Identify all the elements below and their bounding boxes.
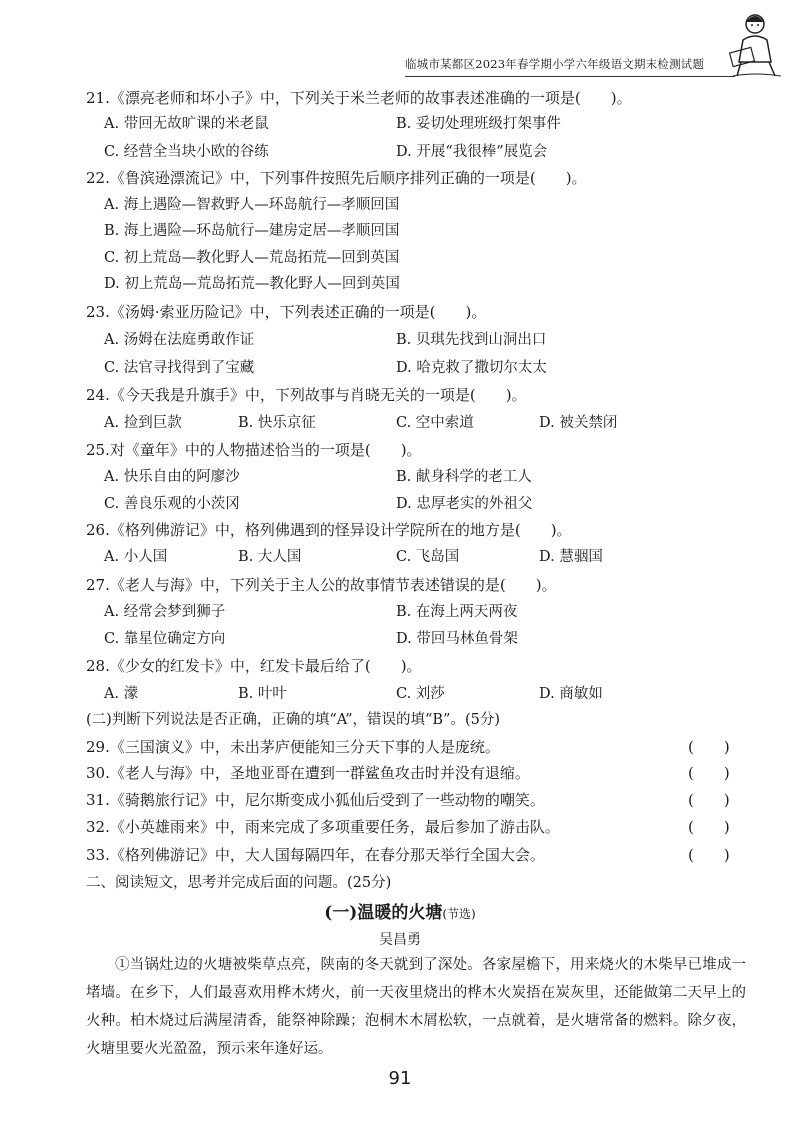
q24-option-b: B. 快乐京征	[238, 415, 316, 431]
judge-item-32: 32.《小英雄雨来》中，雨来完成了多项重要任务，最后参加了游击队。	[86, 818, 560, 836]
passage-title-text: (一)温暖的火塘	[324, 903, 443, 923]
q25-option-a: A. 快乐自由的阿廖沙	[104, 469, 240, 485]
q22-option-c: C. 初上荒岛—教化野人—荒岛拓荒—回到英国	[104, 250, 400, 266]
q25-option-c: C. 善良乐观的小茨冈	[104, 496, 240, 512]
q24-option-a: A. 捡到巨款	[104, 415, 182, 431]
q28-option-c: C. 刘莎	[396, 686, 445, 702]
question-21: 21.《漂亮老师和坏小子》中，下列关于米兰老师的故事表述准确的一项是( )。	[86, 89, 632, 107]
q27-option-c: C. 靠星位确定方向	[104, 631, 226, 647]
reading-section-heading: 二、阅读短文，思考并完成后面的问题。(25分)	[86, 875, 392, 891]
q26-option-a: A. 小人国	[104, 549, 168, 565]
q21-option-c: C. 经营全当块小欧的谷练	[104, 144, 269, 160]
judge-item-33: 33.《格列佛游记》中，大人国每隔四年，在春分那天举行全国大会。	[86, 846, 545, 864]
q23-option-a: A. 汤姆在法庭勇敢作证	[104, 332, 255, 348]
q26-option-c: C. 飞岛国	[396, 549, 460, 565]
q21-option-d: D. 开展“我很棒”展览会	[396, 144, 548, 160]
q28-option-d: D. 商敏如	[539, 686, 603, 702]
q26-option-d: D. 慧骃国	[539, 549, 603, 565]
answer-paren-30[interactable]: ( )	[688, 764, 730, 782]
q23-option-c: C. 法官寻找得到了宝藏	[104, 360, 255, 376]
reading-boy-mascot-icon	[725, 10, 787, 80]
question-26: 26.《格列佛游记》中，格列佛遇到的怪异设计学院所在的地方是( )。	[86, 521, 572, 539]
q23-option-d: D. 哈克救了撒切尔太太	[396, 360, 547, 376]
page-header: 临城市某都区2023年春学期小学六年级语文期末检测试题	[405, 52, 735, 77]
q26-option-b: B. 大人国	[238, 549, 302, 565]
q27-option-b: B. 在海上两天两夜	[396, 604, 518, 620]
q25-option-d: D. 忠厚老实的外祖父	[396, 496, 533, 512]
q22-option-d: D. 初上荒岛—荒岛拓荒—教化野人—回到英国	[104, 276, 400, 292]
question-27: 27.《老人与海》中，下列关于主人公的故事情节表述错误的是( )。	[86, 576, 557, 594]
answer-paren-32[interactable]: ( )	[688, 818, 730, 836]
q27-option-a: A. 经常会梦到狮子	[104, 604, 226, 620]
question-22: 22.《鲁滨逊漂流记》中，下列事件按照先后顺序排列正确的一项是( )。	[86, 169, 587, 187]
question-25: 25.对《童年》中的人物描述恰当的一项是( )。	[86, 441, 422, 459]
passage-title-note: (节选)	[442, 907, 476, 921]
judge-item-29: 29.《三国演义》中，未出茅庐便能知三分天下事的人是庞统。	[86, 738, 500, 756]
q21-option-a: A. 带回无故旷课的米老鼠	[104, 116, 269, 132]
passage-title	[0, 902, 800, 925]
question-23: 23.《汤姆·索亚历险记》中，下列表述正确的一项是( )。	[86, 303, 487, 321]
passage-paragraph-1: ①当锅灶边的火塘被柴草点亮，陕南的冬天就到了深处。各家屋檐下，用来烧火的木柴早已堆成一堵墙。在乡下，人们最喜欢用桦木烤火，前一天夜里烧出的桦木火炭捂在炭灰里，还能做第二天早上的火种。柏木烧过后满屋清香，能祭神除躁；泡桐木木屑松软，一点就着，是火塘常备的燃料。除夕夜，火塘里要火光盈盈，预示来年逢好运。	[86, 957, 746, 1057]
q27-option-d: D. 带回马林鱼骨架	[396, 631, 518, 647]
question-24: 24.《今天我是升旗手》中，下列故事与肖晓无关的一项是( )。	[86, 386, 527, 404]
q22-option-a: A. 海上遇险—智救野人—环岛航行—孝顺回国	[104, 197, 400, 213]
q24-option-d: D. 被关禁闭	[539, 415, 618, 431]
answer-paren-33[interactable]: ( )	[688, 846, 730, 864]
q28-option-a: A. 濛	[104, 686, 139, 702]
answer-paren-29[interactable]: ( )	[688, 738, 730, 756]
question-28: 28.《少女的红发卡》中，红发卡最后给了( )。	[86, 657, 422, 675]
judge-item-31: 31.《骑鹅旅行记》中，尼尔斯变成小狐仙后受到了一些动物的嘲笑。	[86, 791, 545, 809]
page-number: 91	[388, 1068, 412, 1089]
q23-option-b: B. 贝琪先找到山洞出口	[396, 332, 547, 348]
q28-option-b: B. 叶叶	[238, 686, 287, 702]
q25-option-b: B. 献身科学的老工人	[396, 469, 532, 485]
answer-paren-31[interactable]: ( )	[688, 791, 730, 809]
q24-option-c: C. 空中索道	[396, 415, 474, 431]
judge-item-30: 30.《老人与海》中，圣地亚哥在遭到一群鲨鱼攻击时并没有退缩。	[86, 764, 530, 782]
q21-option-b: B. 妥切处理班级打架事件	[396, 116, 561, 132]
q22-option-b: B. 海上遇险—环岛航行—建房定居—孝顺回国	[104, 223, 400, 239]
judge-section-heading: (二)判断下列说法是否正确，正确的填“A”，错误的填“B”。(5分)	[86, 712, 500, 728]
passage-author: 吴昌勇	[379, 932, 421, 948]
